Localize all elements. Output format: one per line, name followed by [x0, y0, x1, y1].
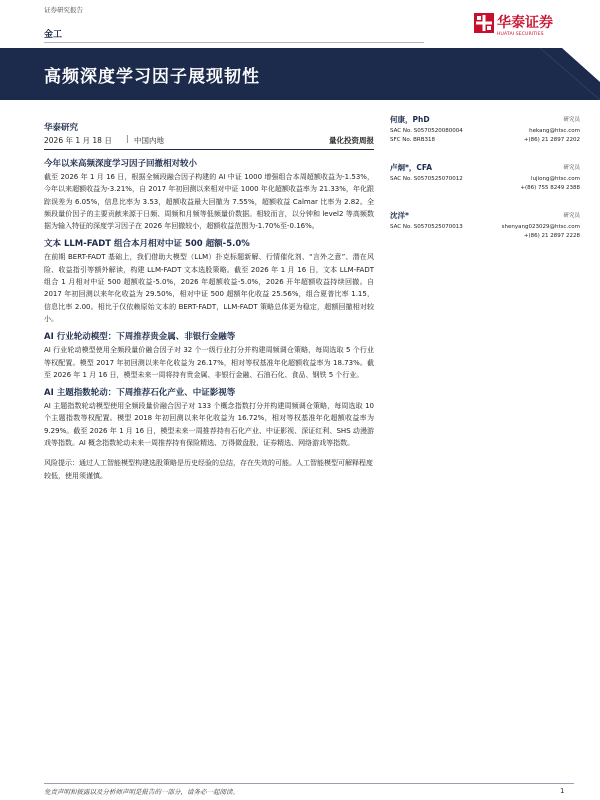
analyst-sac-number: SAC No. S0570520080004 [390, 128, 463, 134]
analyst-card [390, 162, 580, 210]
section-ai-factor [44, 158, 374, 232]
section-heading: 今年以来高频深度学习因子回撤相对较小 [44, 159, 198, 169]
section-paragraph: 截至 2026 年 1 月 16 日，根据全频段融合因子构建的 AI 中证 1000 增强组合本周超额收益为-1.53%，今年以来超额收益为-3.21%，自 2017 年初回测以来相对中证 1000 年化超额收益率为 21.33%，年化跟踪误差为 6.05%，信息比率为 3.53，超额收益最大回撤为 7.55%，超额收益 Calmar 比率为 2.82。全频段量价因子的主要贡献来源于日频、周频和月频等低频量价数据。相较而言，以分钟和 level2 等高频数据为输入特征的深度学习因子在 2026 年回撤较小，超额收益范围为-1.70%至-0.16%。 [44, 173, 374, 231]
analyst-panel [390, 114, 580, 258]
research-org: 华泰研究 [44, 123, 79, 133]
analyst-card [390, 114, 580, 162]
page-number: 1 [560, 787, 565, 795]
section-theme-rotation [44, 387, 374, 449]
title-banner [0, 48, 600, 100]
banner-accent-shape [540, 48, 600, 100]
analyst-sac-number: SAC No. S0570525070012 [390, 176, 463, 182]
analyst-phone: +(86) 755 8249 2388 [520, 185, 580, 191]
section-heading: 文本 LLM-FADT 组合本月相对中证 500 超额-5.0% [44, 239, 250, 250]
section-paragraph: AI 行业轮动模型使用全频段量价融合因子对 32 个一级行业打分并构建周频调仓策略，每周选取 5 个行业等权配置。模型 2017 年初回测以来年化收益为 26.17%，相对等权基准年化超额收益率为 18.73%。截至 2026 年 1 月 16 日，模型未来一周将持有贵金属、非银行金融、石油石化、食品、钢铁 5 个行业。 [44, 346, 374, 379]
report-date: 2026 年 1 月 18 日 [44, 136, 112, 145]
report-type-label: 证券研究报告 [44, 6, 83, 14]
analyst-email-link[interactable]: hekang@htsc.com [529, 128, 580, 134]
report-region: 中国内地 [134, 136, 164, 145]
analyst-role: 研究员 [563, 165, 580, 171]
report-body [44, 158, 374, 482]
header-divider [44, 42, 424, 43]
analyst-email-link[interactable]: lujiong@htsc.com [531, 176, 580, 182]
analyst-phone: +(86) 21 2897 2202 [523, 137, 580, 143]
analyst-sac-number: SAC No. S0570525070013 [390, 224, 463, 230]
section-paragraph: AI 主题指数轮动模型使用全频段量价融合因子对 133 个概念指数打分并构建周频调仓策略，每周选取 10 个主题指数等权配置。模型 2018 年初回测以来年化收益为 16.72%，相对等权基准年化超额收益率为 9.29%。截至 2026 年 1 月 16 日，模型未来一周推荐持有石化产业、中证影视、深证红利、SHS 动漫游戏等指数。AI 概念指数轮动未来一周推荐持有保险精选、万得微盘股、证券精选、网络游戏等指数。 [44, 402, 374, 448]
section-industry-rotation [44, 331, 374, 381]
sector-label: 金工 [44, 30, 63, 40]
analyst-card [390, 210, 580, 258]
report-meta-row [44, 135, 374, 149]
analyst-name: 卢炯*，CFA [390, 163, 432, 172]
section-llm-fadt [44, 238, 374, 325]
analyst-role: 研究员 [563, 117, 580, 123]
analyst-role: 研究员 [563, 213, 580, 219]
report-kind: 量化投资周报 [329, 136, 374, 145]
analyst-phone: +(86) 21 2897 2228 [523, 233, 580, 239]
footer-disclaimer: 免责声明和披露以及分析师声明是报告的一部分，请务必一起阅读。 [44, 788, 239, 796]
risk-warning: 风险提示：通过人工智能模型构建选股策略是历史经验的总结，存在失效的可能。人工智能模型可解释程度较低，使用须谨慎。 [44, 459, 373, 480]
section-heading: AI 主题指数轮动：下周推荐石化产业、中证影视等 [44, 388, 236, 399]
analyst-email-link[interactable]: shenyang023029@htsc.com [501, 224, 580, 230]
section-paragraph: 在前期 BERT-FADT 基础上，我们借助大模型（LLM）扑克标题新解、行情催化剂、“言外之意”、潜在风险、收益指引等额外解读，构建 LLM-FADT 文本选股策略。截至 2026 年 1 月 16 日，文本 LLM-FADT 组合 1 月相对中证 500 超额收益-5.0%，2026 年超额收益-5.0%，2026 开年超额收益持续回撤。自 2017 年初回测以来年化收益为 29.50%，相对中证 500 超额年化收益 25.56%，组合夏普比率 1.15，信息比率 2.00。相比于仅依赖原始文本的 BERT-FADT，LLM-FADT 策略总体更为稳定，超额回撤相对较小。 [44, 253, 374, 323]
footer-divider [44, 783, 574, 784]
company-logo [474, 11, 574, 41]
logo-english-text: HUATAI SECURITIES [497, 32, 544, 37]
huatai-logo-icon [474, 13, 494, 33]
analyst-name: 沈洋* [390, 211, 409, 220]
meta-separator: | [126, 134, 129, 143]
logo-chinese-text: 华泰证券 [497, 15, 553, 31]
section-heading: AI 行业轮动模型：下周推荐贵金属、非银行金融等 [44, 332, 236, 343]
analyst-name: 何康，PhD [390, 115, 430, 124]
report-title: 高频深度学习因子展现韧性 [44, 67, 260, 87]
analyst-sfc-number: SFC No. BRB318 [390, 137, 435, 143]
meta-divider [44, 149, 374, 150]
